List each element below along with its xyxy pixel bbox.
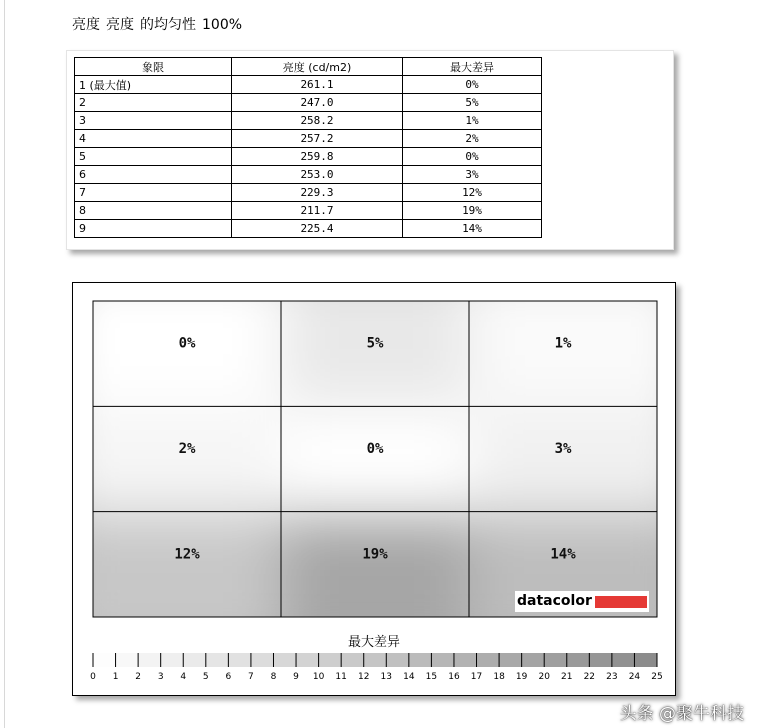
cell-quadrant: 1 (最大值) (75, 76, 232, 94)
cell-luminance: 247.0 (232, 94, 403, 112)
cell-max-diff: 0% (403, 76, 542, 94)
cell-quadrant: 7 (75, 184, 232, 202)
scale-segment (589, 653, 612, 667)
page-title (72, 14, 248, 34)
cell-luminance: 258.2 (232, 112, 403, 130)
header-quadrant: 象限 (75, 58, 232, 76)
scale-segment (206, 653, 229, 667)
scale-tick-label: 12 (357, 672, 370, 682)
cell-luminance: 211.7 (232, 202, 403, 220)
cell-luminance: 225.4 (232, 220, 403, 238)
scale-segment (386, 653, 409, 667)
scale-segment (409, 653, 432, 667)
cell-quadrant: 2 (75, 94, 232, 112)
table-row (75, 148, 542, 166)
scale-segment (612, 653, 635, 667)
table-header-row (75, 58, 542, 76)
scale-tick-label: 7 (248, 672, 254, 682)
cell-quadrant: 5 (75, 148, 232, 166)
table-row (75, 220, 542, 238)
scale-tick-label: 18 (493, 672, 505, 682)
title-part: 100% (202, 17, 243, 33)
scale-tick-label: 16 (448, 672, 460, 682)
scale-tick-label: 23 (606, 672, 618, 682)
table-row (75, 166, 542, 184)
scale-tick-label: 9 (293, 672, 299, 682)
cell-max-diff: 0% (403, 148, 542, 166)
scale-segment (454, 653, 477, 667)
table-row (75, 184, 542, 202)
cell-label: 1% (554, 335, 572, 352)
table-row (75, 202, 542, 220)
scale-segment (116, 653, 139, 667)
scale-segment (477, 653, 500, 667)
logo-red-bar (595, 596, 647, 608)
cell-max-diff: 14% (403, 220, 542, 238)
datacolor-logo: datacolor (517, 593, 592, 609)
cell-quadrant: 4 (75, 130, 232, 148)
cell-max-diff: 2% (403, 130, 542, 148)
cell-max-diff: 1% (403, 112, 542, 130)
scale-tick-label: 3 (157, 672, 164, 682)
cell-quadrant: 8 (75, 202, 232, 220)
title-part: 的均匀性 (140, 17, 196, 33)
scale-tick-label: 17 (470, 672, 483, 682)
cell-luminance: 253.0 (232, 166, 403, 184)
luminance-table (74, 57, 542, 238)
cell-max-diff: 5% (403, 94, 542, 112)
table-row (75, 76, 542, 94)
watermark: 头条 @聚牛科技 (619, 704, 744, 724)
luminance-table-card (66, 50, 674, 250)
page-edge-line (4, 0, 5, 728)
scale-tick-label: 25 (651, 672, 663, 682)
scale-tick-label: 4 (180, 672, 187, 682)
cell-luminance: 259.8 (232, 148, 403, 166)
scale-segment (567, 653, 590, 667)
scale-tick-label: 0 (90, 672, 96, 682)
scale-tick-label: 8 (270, 672, 277, 682)
scale-tick-label: 20 (538, 672, 550, 682)
scale-tick-label: 24 (628, 672, 641, 682)
cell-label: 0% (178, 335, 196, 352)
cell-label: 5% (366, 335, 384, 352)
scale-segment (183, 653, 206, 667)
heatmap-cell (469, 406, 675, 511)
scale-segment (296, 653, 319, 667)
scale-segment (228, 653, 251, 667)
cell-quadrant: 6 (75, 166, 232, 184)
scale-segment (544, 653, 567, 667)
cell-label: 12% (174, 546, 200, 563)
cell-luminance: 261.1 (232, 76, 403, 94)
table-row (75, 94, 542, 112)
scale-title: 最大差异 (347, 635, 400, 650)
cell-label: 2% (178, 441, 196, 457)
scale-segment (431, 653, 454, 667)
cell-max-diff: 12% (403, 184, 542, 202)
scale-tick-label: 10 (312, 672, 325, 682)
scale-tick-label: 21 (561, 672, 573, 682)
scale-segment (341, 653, 364, 667)
scale-tick-label: 13 (380, 672, 393, 682)
scale-segment (522, 653, 545, 667)
uniformity-chart-card (72, 282, 676, 696)
title-part: 亮度 (106, 17, 134, 33)
cell-max-diff: 19% (403, 202, 542, 220)
scale-tick-label: 5 (202, 672, 209, 682)
table-row (75, 130, 542, 148)
cell-luminance: 257.2 (232, 130, 403, 148)
cell-luminance: 229.3 (232, 184, 403, 202)
heatmap-cell (281, 406, 469, 511)
scale-tick-label: 11 (335, 672, 347, 682)
scale-segment (161, 653, 184, 667)
scale-tick-label: 14 (403, 672, 415, 682)
scale-segment (319, 653, 342, 667)
scale-segment (251, 653, 274, 667)
scale-segment (364, 653, 387, 667)
scale-tick-label: 19 (515, 672, 528, 682)
scale-tick-label: 6 (225, 672, 232, 682)
header-max-diff: 最大差异 (403, 58, 542, 76)
header-luminance: 亮度 (cd/m2) (232, 58, 403, 76)
cell-label: 3% (554, 441, 572, 457)
scale-segment (499, 653, 522, 667)
cell-quadrant: 3 (75, 112, 232, 130)
cell-label: 0% (366, 441, 384, 457)
table-row (75, 112, 542, 130)
scale-segment (634, 653, 657, 667)
scale-segment (273, 653, 296, 667)
title-part: 亮度 (72, 17, 100, 33)
scale-segment (93, 653, 116, 667)
scale-tick-label: 2 (135, 672, 141, 682)
cell-max-diff: 3% (403, 166, 542, 184)
scale-segment (138, 653, 161, 667)
scale-tick-label: 1 (112, 672, 119, 682)
cell-label: 14% (550, 546, 576, 563)
cell-label: 19% (362, 546, 388, 563)
scale-tick-label: 22 (583, 672, 596, 682)
scale-tick-label: 15 (425, 672, 438, 682)
heatmap-cell (73, 406, 281, 511)
cell-quadrant: 9 (75, 220, 232, 238)
